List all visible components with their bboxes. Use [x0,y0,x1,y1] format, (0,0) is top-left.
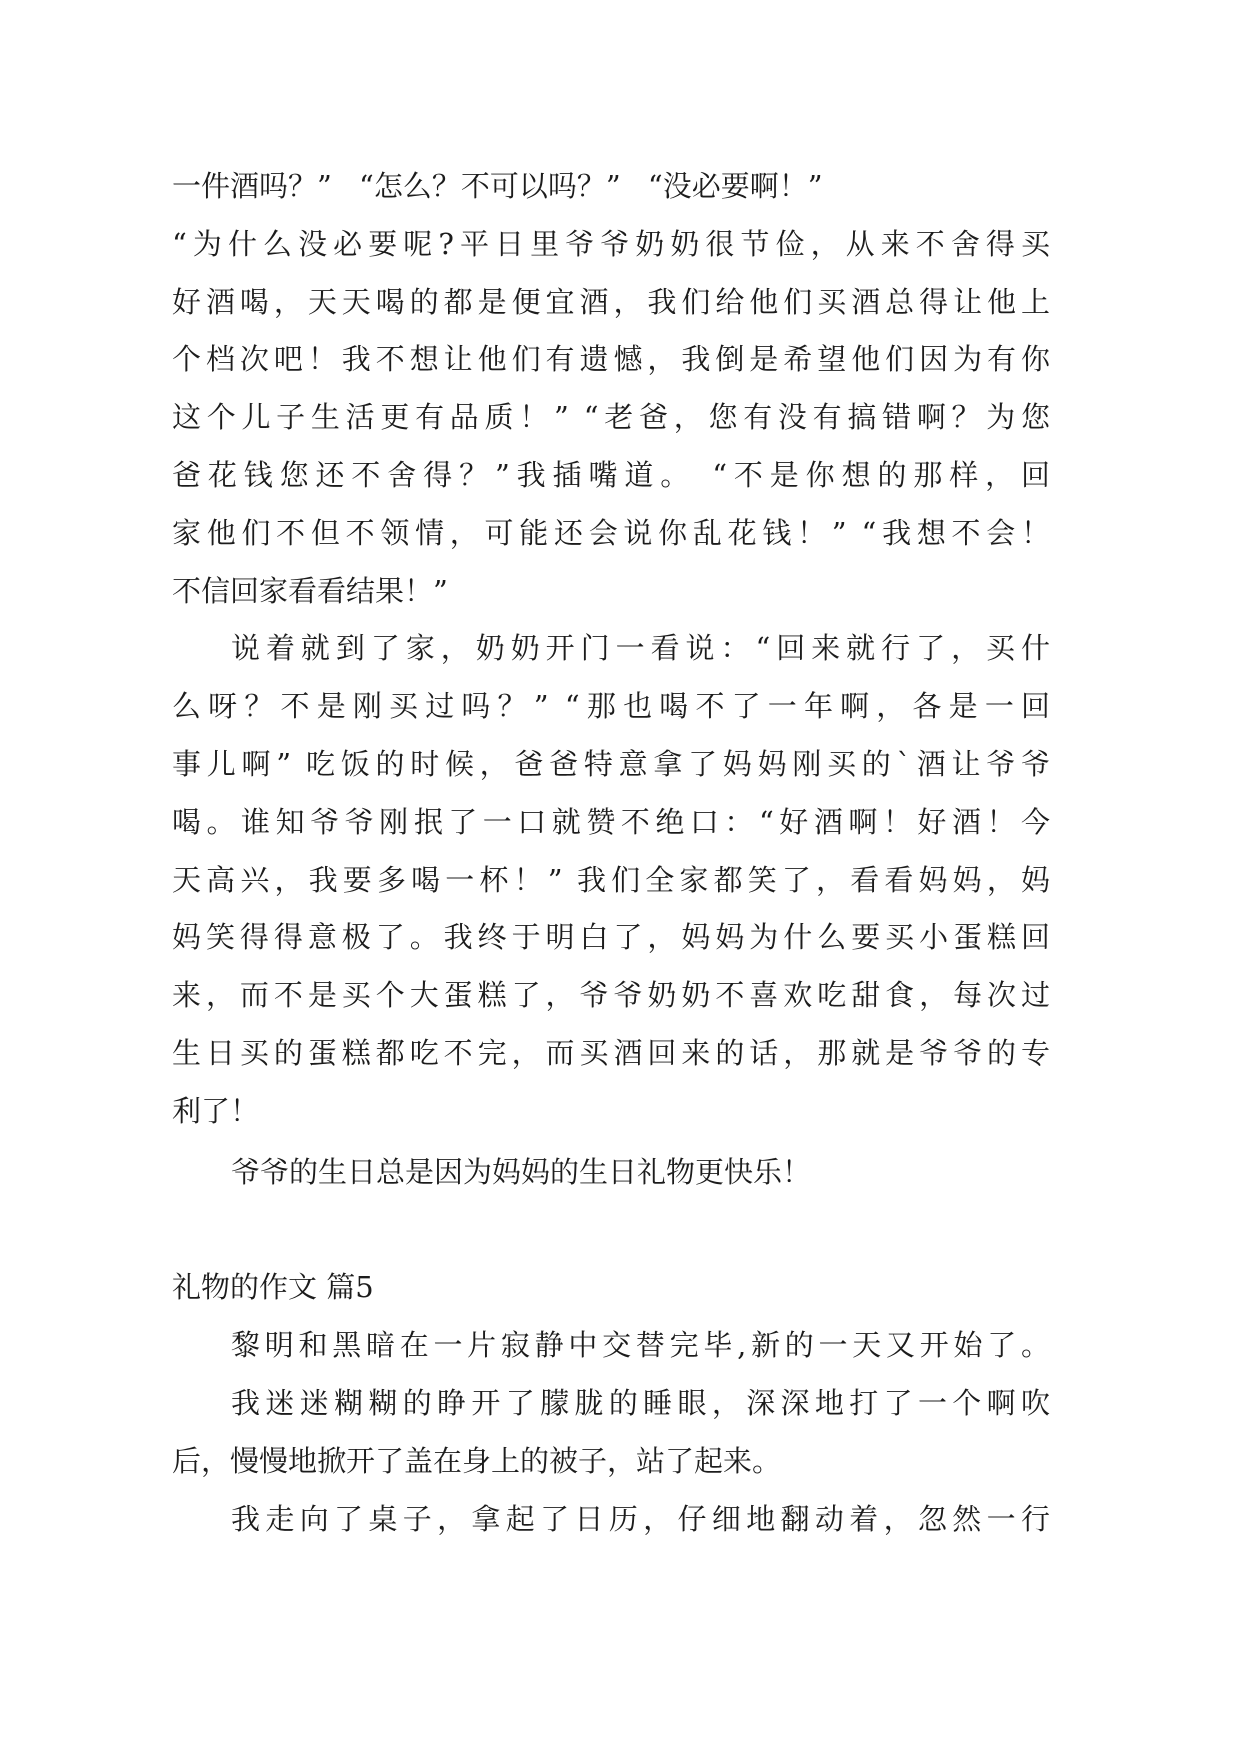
text-line: 一件酒吗？” “怎么？不可以吗？” “没必要啊！” [172,169,823,203]
text-line: 后，慢慢地掀开了盖在身上的被子，站了起来。 [172,1443,782,1478]
text-line: 说着就到了家，奶奶开门一看说：“回来就行了，买什 [231,631,1050,666]
text-line: 么呀？不是刚买过吗？” “那也喝不了一年啊，各是一回 [172,689,1050,724]
text-line: 不信回家看看结果！” [172,573,448,608]
paragraph [172,620,1050,1140]
document-page [172,158,1050,1548]
text-line: 我走向了桌子，拿起了日历，仔细地翻动着，忽然一行 [231,1501,1050,1536]
paragraph [172,158,1050,620]
text-line: 家他们不但不领情，可能还会说你乱花钱！” “我想不会！ [172,515,1050,550]
text-line: 爷爷的生日总是因为妈妈的生日礼物更快乐！ [231,1154,812,1189]
paragraph [172,1317,1050,1375]
text-line: 这个儿子生活更有品质！” “老爸，您有没有搞错啊？为您 [172,400,1050,435]
text-line: 生日买的蛋糕都吃不完，而买酒回来的话，那就是爷爷的专 [172,1035,1050,1070]
section-heading: 礼物的作文 篇5 [172,1270,374,1305]
paragraph [172,1144,1050,1202]
paragraph [172,1491,1050,1549]
text-line: “为什么没必要呢?平日里爷爷奶奶很节俭，从来不舍得买 [172,226,1050,261]
blank-line [172,1201,1050,1259]
text-line: 好酒喝，天天喝的都是便宜酒，我们给他们买酒总得让他上 [172,284,1050,319]
text-line: 利了！ [172,1093,260,1128]
paragraph [172,1375,1050,1491]
text-line: 黎明和黑暗在一片寂静中交替完毕,新的一天又开始了。 [231,1328,1050,1363]
text-line: 来，而不是买个大蛋糕了，爷爷奶奶不喜欢吃甜食，每次过 [172,978,1050,1013]
text-line: 妈笑得得意极了。我终于明白了，妈妈为什么要买小蛋糕回 [172,920,1050,955]
text-line: 个档次吧！我不想让他们有遗憾，我倒是希望他们因为有你 [172,342,1050,377]
text-line: 天高兴，我要多喝一杯！” 我们全家都笑了，看看妈妈，妈 [172,862,1050,897]
text-line: 事儿啊” 吃饭的时候，爸爸特意拿了妈妈刚买的`酒让爷爷 [172,746,1050,781]
text-line: 我迷迷糊糊的睁开了朦胧的睡眼，深深地打了一个啊吹 [231,1385,1050,1420]
text-line: 喝。谁知爷爷刚抿了一口就赞不绝口：“好酒啊！好酒！今 [172,804,1050,839]
text-line: 爸花钱您还不舍得？”我插嘴道。 “不是你想的那样，回 [172,457,1050,492]
